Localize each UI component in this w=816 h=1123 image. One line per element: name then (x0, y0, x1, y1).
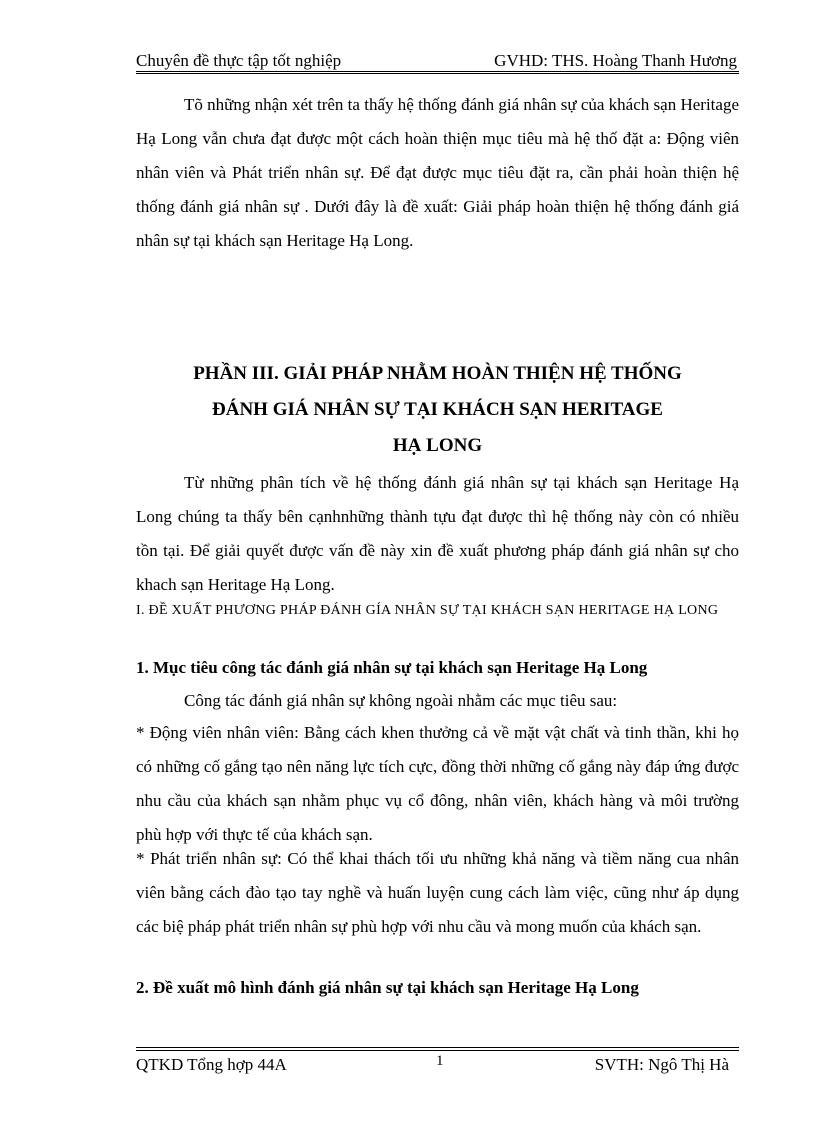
intro-paragraph: Tõ những nhận xét trên ta thấy hệ thống đánh giá nhân sự của khách sạn Heritage Hạ Long vẫn chưa đạt được một cách hoàn thiện mục tiêu mà hệ thố đặt a: Động viên nhân viên và Phát triển nhân sự. Để đạt được mục tiêu đặt ra, cần phải hoàn thiện hệ thống đánh giá nhân sự . Dưới đây là đề xuất: Giải pháp hoàn thiện hệ thống đánh giá nhân sự tại khách sạn Heritage Hạ Long. (136, 95, 739, 250)
subsection-1-intro: Công tác đánh giá nhân sự không ngoài nhằm các mục tiêu sau: (184, 691, 618, 710)
part-intro-paragraph: Từ những phân tích về hệ thống đánh giá nhân sự tại khách sạn Heritage Hạ Long chúng ta thấy bên cạnhnhững thành tựu đạt được thì hệ thống này còn có nhiều tồn tại. Để giải quyết được vấn đề này xin đề xuất phương pháp đánh giá nhân sự cho khach sạn Heritage Hạ Long. (136, 473, 739, 594)
footer-student: SVTH: Ngô Thị Hà (594, 1055, 729, 1074)
subsection-1-title: 1. Mục tiêu công tác đánh giá nhân sự tại khách sạn Heritage Hạ Long (136, 658, 648, 677)
header-title: Chuyên đề thực tập tốt nghiệp (136, 51, 342, 70)
page-number: 1 (436, 1053, 444, 1069)
part-heading-line-1: PHẦN III. GIẢI PHÁP NHẰM HOÀN THIỆN HỆ THỐNG (193, 363, 682, 384)
header-advisor: GVHD: THS. Hoàng Thanh Hương (494, 51, 737, 70)
bullet-employee-motivation: * Động viên nhân viên: Bằng cách khen thưởng cả về mặt vật chất và tinh thần, khi họ có những cố gắng tạo nên năng lực tích cực, đồng thời những cố gắng này đáp ứng được nhu cầu của khách sạn nhằm phục vụ cổ đông, nhân viên, khách hàng và môi trường phù hợp với thực tế của khách sạn. (136, 723, 739, 844)
part-heading-line-2: ĐÁNH GIÁ NHÂN SỰ TẠI KHÁCH SẠN HERITAGE (212, 399, 663, 420)
page-header (136, 50, 739, 72)
part-heading (136, 356, 739, 464)
footer-class: QTKD Tổng hợp 44A (136, 1055, 287, 1074)
page-footer (136, 1054, 739, 1076)
subsection-2-title: 2. Đề xuất mô hình đánh giá nhân sự tại khách sạn Heritage Hạ Long (136, 978, 639, 997)
bullet-staff-development: * Phát triển nhân sự: Có thể khai thách tối ưu những khả năng và tiềm năng cua nhân viên bằng cách đào tạo tay nghề và huấn luyện cung cách làm việc, cũng như áp dụng các biệ pháp phát triển nhân sự phù hợp với nhu cầu và mong muốn của khách sạn. (136, 849, 739, 936)
section-title: I. ĐỀ XUẤT PHƯƠNG PHÁP ĐÁNH GÍA NHÂN SỰ TẠI KHÁCH SẠN HERITAGE HẠ LONG (136, 603, 719, 618)
header-divider (136, 73, 739, 74)
part-heading-line-3: HẠ LONG (392, 435, 483, 456)
footer-divider-top (136, 1047, 739, 1048)
